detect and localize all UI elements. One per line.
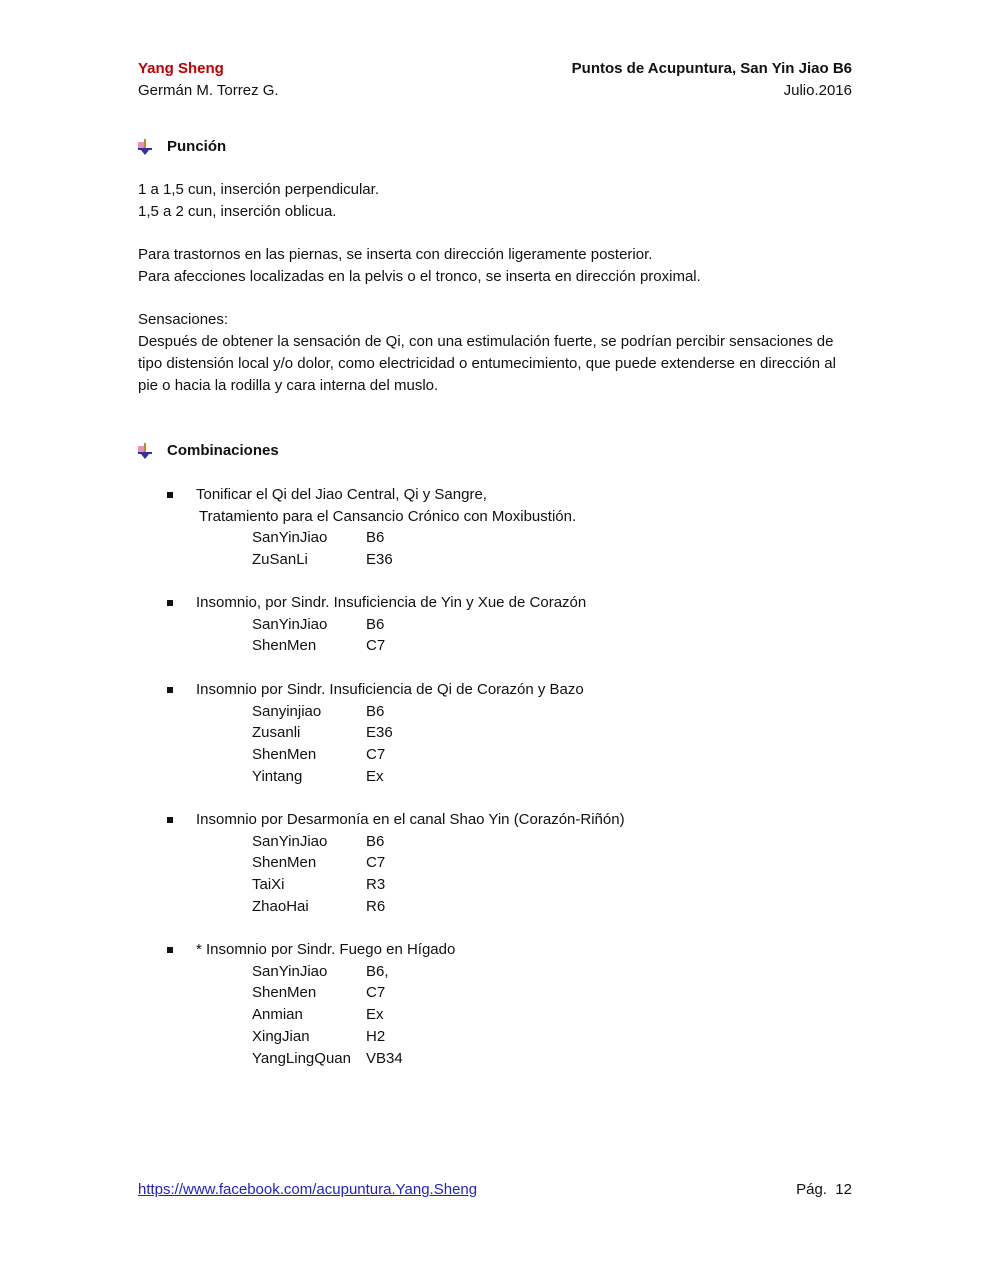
point-code: Ex: [366, 1006, 384, 1024]
point-code: H2: [366, 1027, 386, 1045]
sensaciones-text: Después de obtener la sensación de Qi, con una estimulación fuerte, se podrían percibir sensaciones de tipo distensión local y/o dolor, como electricidad o entumecimiento, que puede extenderse en dirección al pie o hacia la rodilla y cara interna del muslo.: [138, 333, 836, 394]
puncion-depth-paragraph: [138, 179, 858, 223]
text-line: Para trastornos en las piernas, se inserta con dirección ligeramente posterior.: [138, 246, 653, 263]
combination-item: [167, 939, 455, 1069]
square-bullet-icon: [167, 600, 173, 606]
point-code: B6: [366, 832, 385, 850]
page-number: Pág. 12: [796, 1181, 852, 1198]
combination-item: [167, 484, 576, 571]
square-bullet-icon: [167, 817, 173, 823]
sensaciones-paragraph: [138, 309, 858, 397]
square-bullet-icon: [167, 947, 173, 953]
combination-item: [167, 592, 586, 657]
point-name: Yintang: [252, 767, 303, 785]
combination-title: Insomnio por Sindr. Insuficiencia de Qi de Corazón y Bazo: [196, 681, 584, 698]
text-line: 1,5 a 2 cun, inserción oblicua.: [138, 203, 337, 220]
point-row: [167, 852, 625, 874]
point-name: SanYinJiao: [252, 529, 328, 547]
combination-item: [167, 809, 625, 918]
point-name: SanYinJiao: [252, 615, 328, 633]
point-row: [167, 1004, 455, 1026]
point-name: Anmian: [252, 1006, 303, 1024]
point-row: [167, 1048, 455, 1070]
header-document-title: Puntos de Acupuntura, San Yin Jiao B6: [571, 60, 852, 77]
arrow-bullet-icon: [138, 443, 152, 459]
point-row: [167, 549, 576, 571]
point-name: SanYinJiao: [252, 962, 328, 980]
text-line: Para afecciones localizadas en la pelvis o el tronco, se inserta en dirección proximal.: [138, 268, 701, 285]
square-bullet-icon: [167, 492, 173, 498]
sensaciones-label: Sensaciones:: [138, 311, 229, 328]
text-line: 1 a 1,5 cun, inserción perpendicular.: [138, 181, 379, 198]
point-name: Zusanli: [252, 724, 301, 742]
point-code: C7: [366, 984, 386, 1002]
point-code: B6,: [366, 962, 389, 980]
point-row: [167, 961, 455, 983]
point-row: [167, 701, 584, 723]
point-code: E36: [366, 551, 393, 569]
point-row: [167, 896, 625, 918]
point-row: [167, 1026, 455, 1048]
header-site-title: Yang Sheng: [138, 60, 224, 77]
point-code: C7: [366, 637, 386, 655]
point-row: [167, 766, 584, 788]
point-code: VB34: [366, 1049, 403, 1067]
point-row: [167, 982, 455, 1004]
section-heading-puncion: [138, 137, 226, 157]
point-name: ShenMen: [252, 854, 317, 872]
section-heading-combinaciones: [138, 441, 279, 461]
point-row: [167, 614, 586, 636]
combination-subtitle: Tratamiento para el Cansancio Crónico con Moxibustión.: [199, 507, 577, 525]
combination-title: Insomnio por Desarmonía en el canal Shao Yin (Corazón-Riñón): [196, 811, 625, 828]
point-name: ShenMen: [252, 746, 317, 764]
point-code: B6: [366, 529, 385, 547]
point-name: SanYinJiao: [252, 832, 328, 850]
section-heading-label: Punción: [167, 138, 227, 155]
point-name: ShenMen: [252, 637, 317, 655]
point-code: C7: [366, 854, 386, 872]
point-code: B6: [366, 702, 385, 720]
section-heading-label: Combinaciones: [167, 442, 279, 459]
point-code: Ex: [366, 767, 384, 785]
combination-title: Tonificar el Qi del Jiao Central, Qi y Sangre,: [196, 486, 487, 503]
combination-title: * Insomnio por Sindr. Fuego en Hígado: [196, 941, 456, 958]
point-row: [167, 831, 625, 853]
arrow-bullet-icon: [138, 139, 152, 155]
point-code: C7: [366, 746, 386, 764]
point-code: R3: [366, 876, 386, 894]
puncion-direction-paragraph: [138, 244, 858, 288]
point-row: [167, 527, 576, 549]
point-code: R6: [366, 897, 386, 915]
point-code: E36: [366, 724, 393, 742]
point-row: [167, 635, 586, 657]
header-date: Julio.2016: [783, 82, 852, 99]
point-code: B6: [366, 615, 385, 633]
point-name: ShenMen: [252, 984, 317, 1002]
point-name: Sanyinjiao: [252, 702, 322, 720]
point-name: XingJian: [252, 1027, 310, 1045]
combination-title: Insomnio, por Sindr. Insuficiencia de Yin y Xue de Corazón: [196, 594, 587, 611]
point-name: YangLingQuan: [252, 1049, 351, 1067]
point-name: ZhaoHai: [252, 897, 309, 915]
point-row: [167, 874, 625, 896]
square-bullet-icon: [167, 687, 173, 693]
point-name: TaiXi: [252, 876, 285, 894]
footer-facebook-link[interactable]: https://www.facebook.com/acupuntura.Yang.Sheng: [138, 1181, 478, 1198]
header-author: Germán M. Torrez G.: [138, 82, 279, 99]
point-row: [167, 744, 584, 766]
point-name: ZuSanLi: [252, 551, 308, 569]
combination-item: [167, 679, 584, 788]
point-row: [167, 722, 584, 744]
